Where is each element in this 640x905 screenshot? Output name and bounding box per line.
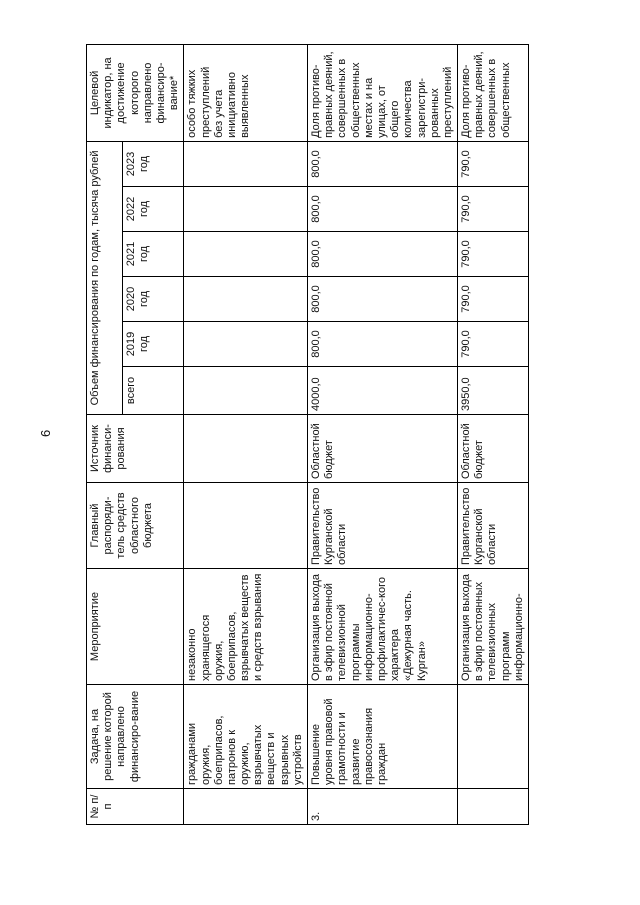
col-header-2020: 2020 год: [122, 277, 184, 322]
col-header-event: Мероприятие: [87, 569, 184, 685]
cell-task: [458, 685, 529, 789]
cell-source: [184, 415, 308, 483]
col-header-indicator: Целевой индикатор, на достижение которого направлено финансиро-вание*: [87, 44, 184, 141]
cell-num: [458, 789, 529, 825]
cell-event: Организация выхода в эфир постоянных телевизионных программ информационно-: [458, 569, 529, 685]
cell-2021: 790,0: [458, 232, 529, 277]
cell-manager: [184, 483, 308, 569]
cell-2023: 800,0: [308, 141, 458, 186]
cell-manager: Правительство Курганской области: [458, 483, 529, 569]
cell-event: незаконно хранящегося оружия, боеприпасов, взрывчатых веществ и средств взрывания: [184, 569, 308, 685]
col-header-total: всего: [122, 367, 184, 415]
cell-task: гражданами оружия, боеприпасов, патронов к оружию, взрывчатых веществ и взрывных устройств: [184, 685, 308, 789]
cell-2020: [184, 277, 308, 322]
cell-2022: [184, 187, 308, 232]
col-header-2023: 2023 год: [122, 141, 184, 186]
cell-2019: [184, 322, 308, 367]
cell-2023: [184, 141, 308, 186]
col-header-volume: Объем финансирования по годам, тысяча рублей: [87, 141, 123, 414]
cell-2021: [184, 232, 308, 277]
financing-table: [86, 44, 529, 825]
table-row: [308, 44, 458, 824]
cell-event: Организация выхода в эфир постоянной телевизионной программы информационно-профилактичес-кого характера «Дежурная часть. Курган»: [308, 569, 458, 685]
page-number: 6: [38, 429, 53, 437]
cell-manager: Правительство Курганской области: [308, 483, 458, 569]
table-row: [458, 44, 529, 824]
cell-total: [184, 367, 308, 415]
cell-num: [184, 789, 308, 825]
cell-2023: 790,0: [458, 141, 529, 186]
cell-2019: 800,0: [308, 322, 458, 367]
cell-indicator: Доля противо-правных деяний, совершенных в общественных местах и на улицах, от общего количества зарегистри-рованных преступлений: [308, 44, 458, 141]
cell-indicator: особо тяжких преступлений без учета инициативно выявленных: [184, 44, 308, 141]
col-header-manager: Главный распоряди-тель средств областного бюджета: [87, 483, 184, 569]
cell-source: Областной бюджет: [458, 415, 529, 483]
cell-num: 3.: [308, 789, 458, 825]
col-header-2019: 2019 год: [122, 322, 184, 367]
col-header-source: Источник финанси-рования: [87, 415, 184, 483]
cell-2020: 790,0: [458, 277, 529, 322]
cell-task: Повышение уровня правовой грамотности и развитие правосознания граждан: [308, 685, 458, 789]
cell-2022: 790,0: [458, 187, 529, 232]
col-header-num: № п/п: [87, 789, 184, 825]
table-header-row: [87, 44, 123, 824]
col-header-2021: 2021 год: [122, 232, 184, 277]
table-row: [184, 44, 308, 824]
cell-2021: 800,0: [308, 232, 458, 277]
col-header-task: Задача, на решение которой направлено финансиро-вание: [87, 685, 184, 789]
cell-2019: 790,0: [458, 322, 529, 367]
cell-total: 3950,0: [458, 367, 529, 415]
cell-source: Областной бюджет: [308, 415, 458, 483]
cell-indicator: Доля противо-правных деяний, совершенных в общественных: [458, 44, 529, 141]
col-header-2022: 2022 год: [122, 187, 184, 232]
cell-2022: 800,0: [308, 187, 458, 232]
cell-total: 4000,0: [308, 367, 458, 415]
cell-2020: 800,0: [308, 277, 458, 322]
rotated-page: [86, 45, 616, 825]
